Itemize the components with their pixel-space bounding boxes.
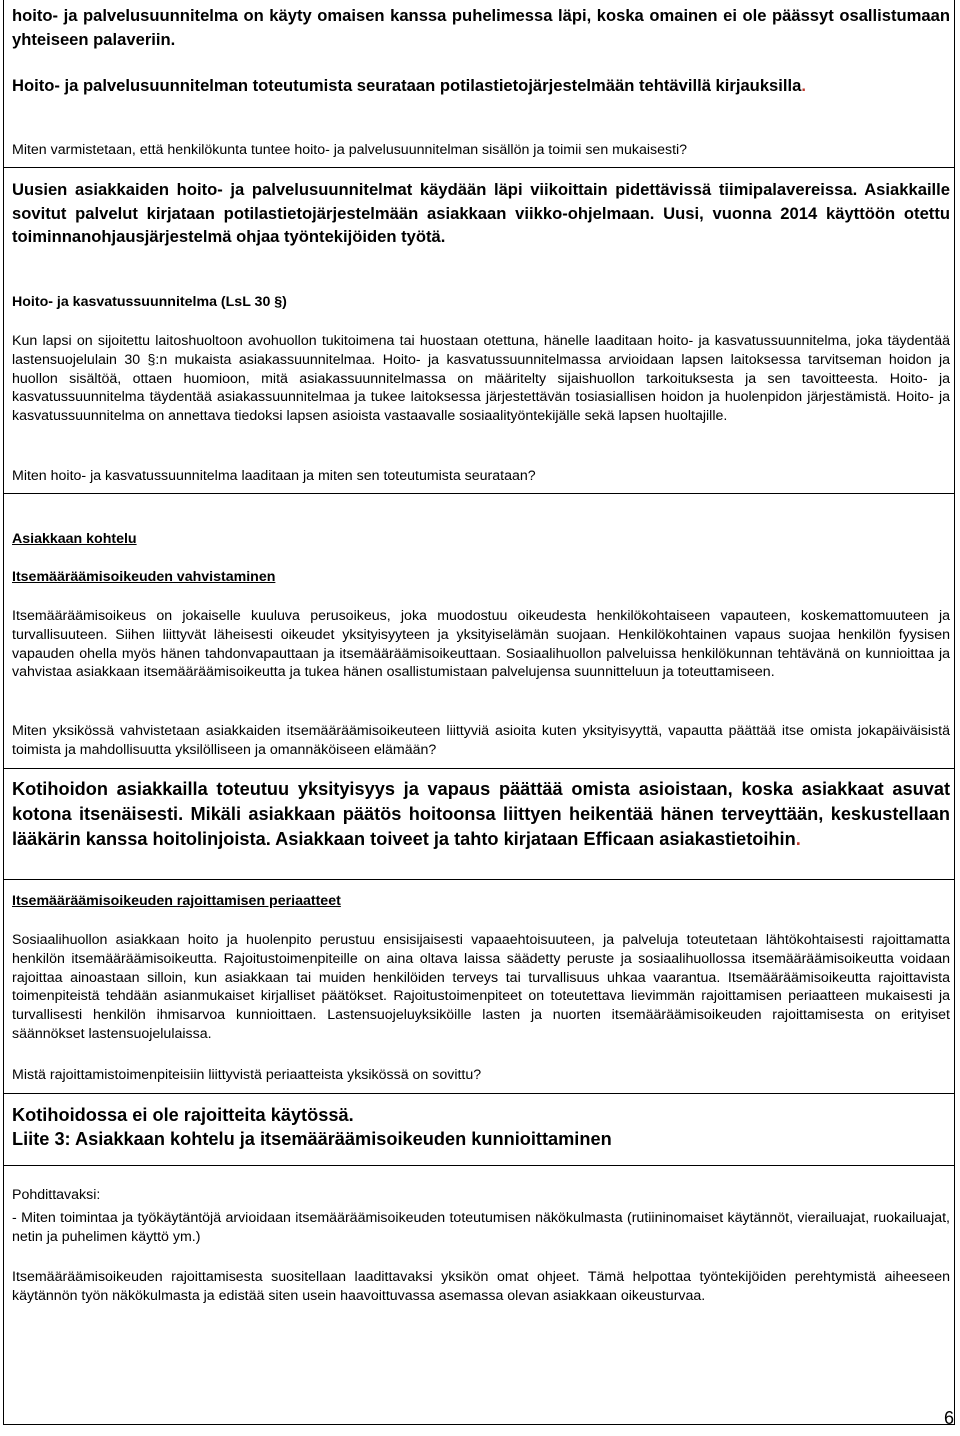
paragraph-home-care-privacy-text: Kotihoidon asiakkailla toteutuu yksityisyys ja vapaus päättää omista asioistaan, koska asiakkaat asuvat kotona itsenäisesti. Mikäli asiakkaan päätös hoitoonsa liittyen heikentää hänen terveyttään, keskustellaan lääkärin kanssa hoitolinjoista. Asiakkaan toiveet ja tahto kirjataan Efficaan asiakastietoihin <box>12 779 950 849</box>
section-divider <box>3 879 955 880</box>
heading-care-upbringing-plan: Hoito- ja kasvatussuunnitelma (LsL 30 §) <box>12 294 287 310</box>
question-care-upbringing-plan: Miten hoito- ja kasvatussuunnitelma laaditaan ja miten sen toteutumista seurataan? <box>12 468 536 484</box>
section-divider <box>3 768 955 769</box>
reflection-question: - Miten toimintaa ja työkäytäntöjä arvioidaan itsemääräämisoikeuden toteutumisen näkökulmasta (rutiininomaiset käytännöt, vierailuajat, ruokailuajat, netin ja puhelimen käyttö ym.) <box>12 1210 950 1245</box>
paragraph-own-guidelines: Itsemääräämisoikeuden rajoittamisesta suositellaan laadittavaksi yksikön omat ohjeet. Tämä helpottaa työntekijöiden perehtymistä aiheeseen käytännön työn näkökulmasta ja edistää siten usein haavoittuvassa asemassa olevan asiakkaan oikeusturvaa. <box>12 1269 950 1304</box>
heading-client-treatment: Asiakkaan kohtelu <box>12 531 137 547</box>
red-period: . <box>801 76 806 95</box>
paragraph-plan-monitoring <box>12 74 950 98</box>
section-divider <box>3 493 955 494</box>
page-number: 6 <box>943 1408 954 1428</box>
reflection-label: Pohdittavaksi: <box>12 1187 101 1203</box>
section-divider <box>3 1093 955 1094</box>
question-staff-knowledge: Miten varmistetaan, että henkilökunta tuntee hoito- ja palvelusuunnitelman sisällön ja toimii sen mukaisesti? <box>12 142 688 158</box>
paragraph-new-clients-review: Uusien asiakkaiden hoito- ja palvelusuunnitelmat käydään läpi viikoittain pidettävissä tiimipalavereissa. Asiakkaille sovitut palvelut kirjataan potilastietojärjestelmään asiakkaan viikko-ohjelmaan. Uusi, vuonna 2014 käyttöön otettu toiminnanohjausjärjestelmä ohjaa työntekijöiden työtä. <box>12 180 950 246</box>
heading-restriction-principles: Itsemääräämisoikeuden rajoittamisen periaatteet <box>12 893 341 909</box>
appendix-reference: Liite 3: Asiakkaan kohtelu ja itsemääräämisoikeuden kunnioittaminen <box>12 1129 612 1149</box>
question-self-determination: Miten yksikössä vahvistetaan asiakkaiden itsemääräämisoikeuteen liittyviä asioita kuten yksityisyyttä, vapautta päättää itse omista jokapäiväisistä toimista ja mahdollisuutta yksilölliseen ja omannäköiseen elämään? <box>12 723 950 758</box>
paragraph-no-restrictions: Kotihoidossa ei ole rajoitteita käytössä. <box>12 1105 354 1125</box>
question-restriction-agreements: Mistä rajoittamistoimenpiteisiin liittyvistä periaatteista yksikössä on sovittu? <box>12 1067 482 1083</box>
section-divider <box>3 167 955 168</box>
section-divider <box>3 1165 955 1166</box>
paragraph-plan-monitoring-text: Hoito- ja palvelusuunnitelman toteutumista seurataan potilastietojärjestelmään tehtävillä kirjauksilla <box>12 76 802 95</box>
red-period: . <box>795 829 801 849</box>
paragraph-home-care-privacy <box>12 777 950 852</box>
paragraph-restriction-principles: Sosiaalihuollon asiakkaan hoito ja huolenpito perustuu ensisijaisesti vapaaehtoisuuteen, ja palveluja toteutetaan lähtökohtaisesti rajoittamatta henkilön itsemääräämisoikeutta. Rajoitustoimenpiteille on aina oltava laissa säädetty peruste ja sosiaalihuollossa itsemääräämisoikeutta voidaan rajoittaa ainoastaan silloin, kun asiakkaan tai muiden henkilöiden terveys tai turvallisuus uhkaa vaarantua. Itsemääräämisoikeutta rajoittavista toimenpiteistä tehdään asianmukaiset kirjalliset päätökset. Rajoitustoimenpiteet on toteutettava lievimmän rajoittamisen periaatteen mukaisesti ja turvallisesti henkilön ihmisarvoa kunnioittaen. Lastensuojeluyksiköille lasten ja nuorten itsemääräämisoikeuden rajoittamisesta on erityiset säännökset lastensuojelulaissa. <box>12 932 950 1042</box>
paragraph-plan-reviewed: hoito- ja palvelusuunnitelma on käyty omaisen kanssa puhelimessa läpi, koska omainen ei ole päässyt osallistumaan yhteiseen palaveriin. <box>12 6 950 49</box>
paragraph-care-upbringing-plan: Kun lapsi on sijoitettu laitoshuoltoon avohuollon tukitoimena tai huostaan otettuna, hänelle laaditaan hoito- ja kasvatussuunnitelma, joka täydentää lastensuojelulain 30 §:n mukaista asiakassuunnitelmaa. Hoito- ja kasvatussuunnitelmassa arvioidaan lapsen laitoksessa tarvitseman hoidon ja huollon sisältöä, ottaen huomioon, mitä asiakassuunnitelmassa on määritelty sijaishuollon tarkoituksesta ja sen tavoitteesta. Hoito- ja kasvatussuunnitelma täydentää asiakassuunnitelmaa ja tukee laitoksessa järjestettävän tosiasiallisen hoidon ja huolenpidon järjestämistä. Hoito- ja kasvatussuunnitelma on annettava tiedoksi lapsen asioista vastaavalle sosiaalityöntekijälle sekä lapsen huoltajille. <box>12 333 950 425</box>
paragraph-self-determination: Itsemääräämisoikeus on jokaiselle kuuluva perusoikeus, joka muodostuu oikeudesta henkilökohtaiseen vapauteen, koskemattomuuteen ja turvallisuuteen. Siihen liittyvät läheisesti oikeudet yksityisyyteen ja yksityiselämän suojaan. Henkilökohtainen vapaus suojaa henkilön fyysisen vapauden ohella myös hänen tahdonvapauttaan ja itsemääräämisoikeuttaan. Sosiaalihuollon palveluissa henkilökunnan tehtävänä on kunnioittaa ja vahvistaa asiakkaan itsemääräämisoikeutta ja tukea hänen osallistumistaan palvelujensa suunnitteluun ja toteuttamiseen. <box>12 608 950 681</box>
heading-self-determination: Itsemääräämisoikeuden vahvistaminen <box>12 569 276 585</box>
